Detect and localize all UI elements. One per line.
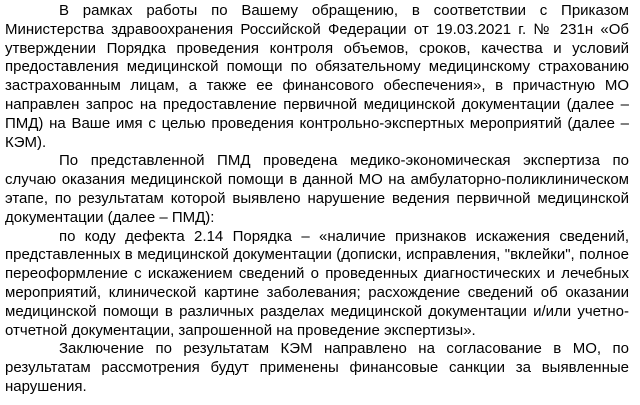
paragraph-request: В рамках работы по Вашему обращению, в соответствии с Приказом Министерства здравоохранения Российской Федерации от 19.03.2021 г. № 231н «Об утверждении Порядка проведения контроля объемов, сроков, качества и условий предоставления медицинской помощи по обязательному медицинскому страхованию застрахованным лицам, а также ее финансового обеспечения», в причастную МО направлен запрос на предоставление первичной медицинской документации (далее – ПМД) на Ваше имя с целью проведения контрольно-экспертных мероприятий (далее – КЭМ).	[5, 2, 629, 151]
paragraph-conclusion: Заключение по результатам КЭМ направлено на согласование в МО, по результатам рассмотрения будут применены финансовые санкции за выявленные нарушения.	[5, 340, 629, 395]
paragraph-expertise: По представленной ПМД проведена медико-экономическая экспертиза по случаю оказания медицинской помощи в данной МО на амбулаторно-поликлиническом этапе, по результатам которой выявлено нарушение ведения первичной медицинской документации (далее – ПМД):	[5, 152, 629, 226]
paragraph-defect-code: по коду дефекта 2.14 Порядка – «наличие признаков искажения сведений, представленных в медицинской документации (дописки, исправления, "вклейки", полное переоформление с искажением сведений о проведенных диагностических и лечебных мероприятий, клинической картине заболевания; расхождение сведений об оказании медицинской помощи в различных разделах медицинской документации и/или учетно-отчетной документации, запрошенной на проведение экспертизы».	[5, 227, 629, 339]
